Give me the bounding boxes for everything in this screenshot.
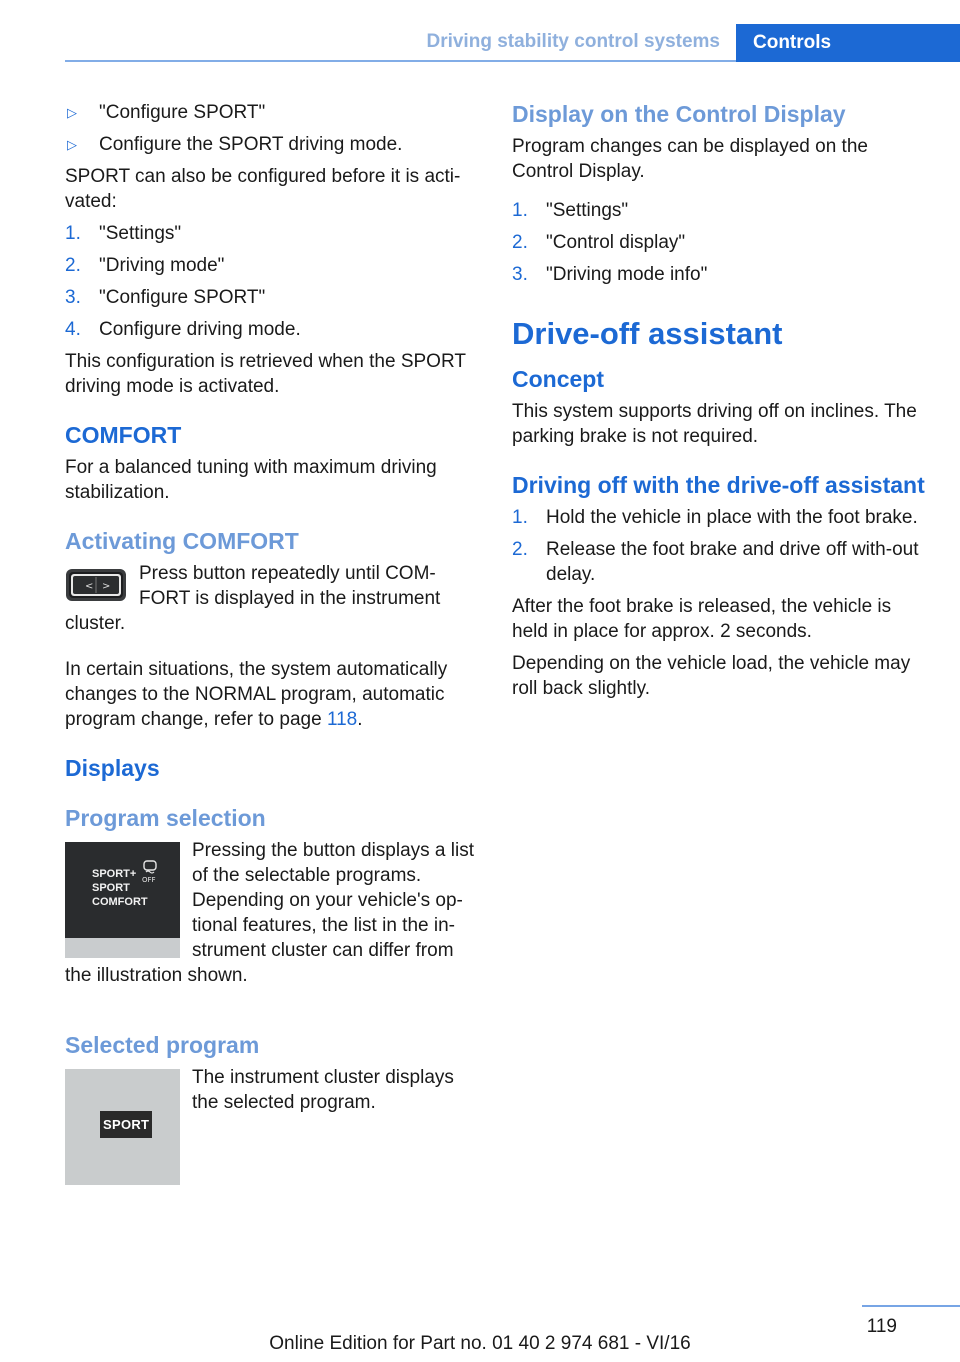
edition-footer: Online Edition for Part no. 01 40 2 974 681 - VI/16 (269, 1333, 691, 1354)
svg-text:<: < (85, 581, 94, 592)
numbered-list (512, 505, 932, 587)
paragraph: Pressing the button displays a list of the selectable programs. Depending on your vehicle's op‐tional features, the list in the in‐strument cluster can differ from the illustration shown. (65, 840, 474, 986)
list-item: 3. "Configure SPORT" (65, 287, 266, 308)
heading-driving-off: Driving off with the drive-off assistant (512, 472, 925, 498)
numbered-list (65, 221, 481, 342)
sport-badge: SPORT (100, 1111, 152, 1138)
header-rule (65, 60, 960, 62)
page-reference-link[interactable]: 118 (326, 709, 358, 730)
heading-program-selection: Program selection (65, 805, 266, 831)
heading-display-control-display: Display on the Control Display (512, 101, 846, 127)
paragraph: For a balanced tuning with maximum driving stabilization. (65, 457, 437, 503)
list-item: 2. Release the foot brake and drive off with‐out delay. (512, 539, 919, 585)
heading-comfort: COMFORT (65, 422, 182, 448)
left-column (65, 100, 481, 1189)
list-item: 3. "Driving mode info" (512, 264, 708, 285)
triangle-bullet-icon: ▷ (67, 105, 77, 120)
program-selection-block (65, 838, 481, 995)
heading-displays: Displays (65, 755, 160, 781)
list-item: ▷ "Configure SPORT" (67, 102, 266, 123)
list-item: 1. "Settings" (65, 223, 182, 244)
paragraph: After the foot brake is released, the vehicle is held in place for approx. 2 seconds. (512, 596, 892, 642)
numbered-list (512, 198, 932, 287)
paragraph: Press button repeatedly until COM‐FORT is displayed in the instrument cluster. (65, 563, 441, 634)
page-header (0, 24, 960, 62)
traction-off-icon (141, 860, 159, 884)
svg-text:OFF: OFF (142, 876, 156, 884)
paragraph: This configuration is retrieved when the SPORT driving mode is activated. (65, 351, 466, 397)
heading-drive-off-assistant: Drive-off assistant (512, 316, 783, 351)
program-list: SPORT+ SPORT COMFORT (92, 868, 148, 908)
header-section-title: Driving stability control systems (426, 31, 720, 52)
header-chapter-tab: Controls (736, 24, 960, 62)
heading-concept: Concept (512, 366, 604, 392)
list-item: 2. "Driving mode" (65, 255, 225, 276)
selected-program-block (65, 1065, 481, 1189)
list-item: 2. "Control display" (512, 232, 686, 253)
list-item: 4. Configure driving mode. (65, 319, 301, 340)
paragraph: The instrument cluster displays the selected program. (192, 1067, 454, 1113)
selected-program-image (65, 1069, 180, 1185)
paragraph: Program changes can be displayed on the Control Display. (512, 136, 868, 182)
list-item: 1. "Settings" (512, 200, 629, 221)
paragraph: Depending on the vehicle load, the vehicle may roll back slightly. (512, 653, 911, 699)
paragraph: In certain situations, the system automatically changes to the NORMAL program, automatic program change, refer to page 118. (65, 659, 448, 730)
page-number: 119 (866, 1316, 897, 1337)
bullet-list (65, 100, 481, 157)
list-item: 1. Hold the vehicle in place with the foot brake. (512, 507, 918, 528)
program-list-image (65, 842, 180, 958)
heading-activating-comfort: Activating COMFORT (65, 528, 299, 554)
triangle-bullet-icon: ▷ (67, 137, 77, 152)
paragraph: SPORT can also be configured before it is acti‐vated: (65, 166, 461, 212)
list-item: ▷ Configure the SPORT driving mode. (67, 134, 403, 155)
footer-rule (862, 1305, 960, 1307)
svg-text:>: > (102, 581, 111, 592)
paragraph: This system supports driving off on inclines. The parking brake is not required. (512, 401, 917, 447)
mode-button-icon (65, 565, 127, 605)
right-column (512, 100, 932, 708)
activating-block (65, 561, 481, 643)
heading-selected-program: Selected program (65, 1032, 260, 1058)
